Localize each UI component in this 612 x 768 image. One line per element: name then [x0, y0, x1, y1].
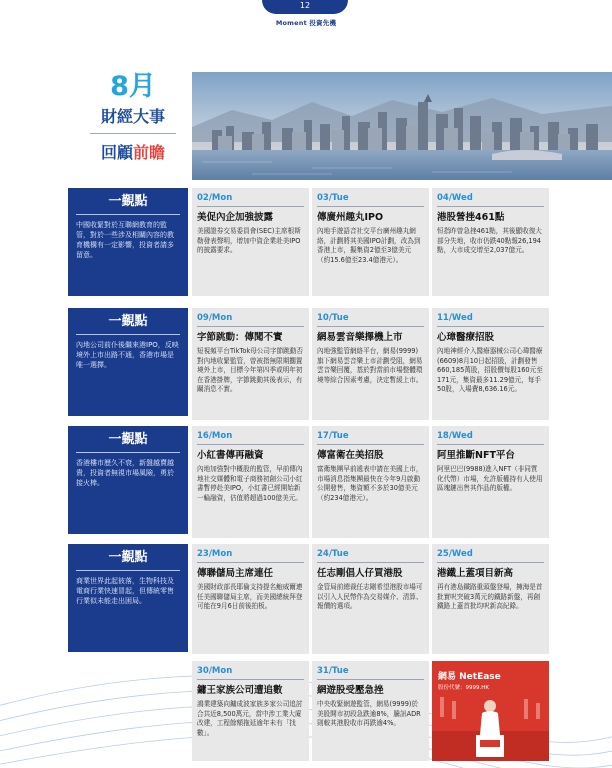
- event-body: 內地加強對中概股的監管，早前傳內地社交媒體和電子商務初創公司小紅書暫停赴美IPO，小紅書已經開始新一輪融資，估值將超過100億美元。: [197, 465, 303, 502]
- title-block: [78, 72, 188, 163]
- event-body: 短視頻平台TikTok母公司字節跳動否對內地收緊監管，曾被指無限期擱置境外上市，目標今年第四季或明年初在香港掛牌，字節跳動其後表示，有關消息不實。: [197, 347, 303, 394]
- event-title: 阿里推斷NFT平台: [437, 450, 515, 461]
- event-title: 心璋醫療招股: [437, 332, 495, 343]
- event-card: [192, 188, 309, 296]
- event-card: [192, 308, 309, 420]
- event-date: 17/Tue: [317, 430, 424, 445]
- event-date: 03/Tue: [317, 192, 424, 207]
- title-review: [78, 140, 188, 163]
- event-body: 再有港島鐵路重頭盤登場，擁海是首批實呎突破3萬元的鐵路新盤，再創鐵路上蓋首批均呎新高紀錄。: [437, 583, 543, 611]
- title-month: 8月: [110, 71, 156, 102]
- event-title: 網易雲音樂擇機上市: [317, 332, 403, 343]
- event-title: 美促內企加強披露: [197, 212, 274, 223]
- event-date: 24/Tue: [317, 548, 424, 563]
- sidebar-heading: 一覲點: [108, 194, 148, 209]
- event-card: [432, 308, 549, 420]
- event-date: 16/Mon: [197, 430, 304, 445]
- netease-stock-code: 股份代號：9999.HK: [438, 685, 489, 691]
- event-date: 09/Mon: [197, 312, 304, 327]
- event-body: 內地手遊語音社交平台廣州趣丸網絡，計劃將其美國IPO計劃，改為到香港上市，擬集資2億至3億美元（約15.6億至23.4億港元）。: [317, 227, 421, 264]
- event-date: 23/Mon: [197, 548, 304, 563]
- event-card: [312, 188, 429, 296]
- sidebar-heading: 一覲點: [108, 550, 148, 565]
- event-title: 港鐵上蓋項目新高: [437, 568, 514, 579]
- event-body: 中央收緊網遊監管，網易(9999)於美股開市初段急跌逾8%，騰訊ADR則較其港股收市再跌逾4%。: [317, 700, 421, 728]
- sidebar-divider: [76, 334, 180, 335]
- event-title: 傳聯儲局主席連任: [197, 568, 274, 579]
- event-title: 任志剛倡人仔買港股: [317, 568, 403, 579]
- event-date: 30/Mon: [197, 665, 304, 680]
- event-card: [312, 426, 429, 538]
- netease-logo: 網易 NetEase: [438, 672, 501, 682]
- sidebar-divider: [76, 570, 180, 571]
- netease-listing-photo: [432, 661, 549, 761]
- title-divider: [90, 133, 176, 134]
- event-title: 網遊股受壓急挫: [317, 685, 384, 696]
- event-date: 25/Wed: [437, 548, 544, 563]
- event-date: 31/Tue: [317, 665, 424, 680]
- event-date: 04/Wed: [437, 192, 544, 207]
- sidebar-heading: 一覲點: [108, 432, 148, 447]
- event-card: [432, 188, 549, 296]
- event-title: 港股營挫461點: [437, 212, 505, 223]
- event-body: 美國證券交易委員會(SEC)主席根斯勒發表聲明，增加中資企業赴美IPO的披露要求。: [197, 227, 301, 255]
- event-title: 小紅書傳再融資: [197, 450, 264, 461]
- event-title: 傳富衛在美招股: [317, 450, 384, 461]
- sidebar-insight-2: [68, 308, 188, 416]
- page-number: 12: [262, 0, 348, 14]
- event-card: [432, 544, 549, 654]
- event-body: 金管局前總裁任志剛希望港股市場可以引入人民幣作為交易媒介、清算、報價的選項。: [317, 583, 423, 611]
- sidebar-text: 香港樓市歷久不衰，新盤越賣越貴，投資者無視市場風險，勇於接火棒。: [76, 459, 174, 487]
- event-body: 內地神經介入醫療器械公司心瑋醫療(6609)8月10日起招股，計劃發售660,185萬股，招股價每股160元至171元，集資最多11.29億元，每手50股，入場費8,636.16元。: [437, 347, 543, 394]
- sidebar-heading: 一覲點: [108, 314, 148, 329]
- sidebar-insight-1: [68, 188, 188, 296]
- sidebar-text: 中國收緊對於互聯網教育的監管，對於一些涉及相關內容的教育機構有一定影響，投資者請多留意。: [76, 221, 174, 259]
- event-body: 富衛集團早前遞表申請在美國上市，市場消息指集團最快在今年9月啟動公開發售，集資額不多於30億美元（約234億港元）。: [317, 465, 423, 502]
- magazine-name: Moment 投資先機: [275, 19, 337, 27]
- event-date: 11/Wed: [437, 312, 544, 327]
- sidebar-divider: [76, 214, 180, 215]
- title-review-prefix: 回顧: [100, 143, 133, 162]
- city-skyline-photo: [192, 72, 612, 180]
- event-body: 恒指昨曾急挫461點，其後顯收復大部分失地，收市仍跌40點報26,194點，大市成交增至2,037億元。: [437, 227, 542, 255]
- title-review-highlight: 前瞻: [133, 143, 166, 162]
- sidebar-divider: [76, 452, 180, 453]
- event-card: [312, 308, 429, 420]
- title-subtitle: 財經大事: [100, 107, 165, 126]
- event-card: [312, 544, 429, 654]
- event-title: 鏞王家族公司遭追數: [197, 685, 283, 696]
- event-card: [432, 426, 549, 538]
- event-body: 鴻業建築向鏞成波家族多家公司追討合共近8,500萬元，當中涉工業大廈改建，工程餘額拖延逾年未有「找數」。: [197, 700, 303, 737]
- event-date: 18/Wed: [437, 430, 544, 445]
- event-card: [192, 426, 309, 538]
- event-body: 內地強監管網絡平台，網易(9999)旗下網易雲音樂上市計劃受阻，網易雲音樂回覆，基於對當前市場整體環境等綜合因素考慮，決定暫緩上市。: [317, 347, 423, 384]
- event-card: [192, 661, 309, 761]
- sidebar-text: 內地公司前仆後繼來港IPO，反映境外上市出路不通，香港市場是唯一選擇。: [76, 341, 179, 369]
- sidebar-text: 商業世界此起彼落，生物科技及電商行業快速冒起，但傳統零售行業似未能走出困局。: [76, 577, 174, 605]
- event-date: 02/Mon: [197, 192, 304, 207]
- event-card: [192, 544, 309, 654]
- sidebar-insight-4: [68, 544, 188, 652]
- event-card: [312, 661, 429, 761]
- event-body: 阿里巴巴(9988)進入NFT（非同質化代幣）市場，允許版權持有人使用區塊鏈出售其作品的版權。: [437, 465, 543, 493]
- sidebar-insight-3: [68, 426, 188, 534]
- event-title: 傳廣州趣丸IPO: [317, 212, 384, 223]
- event-date: 10/Tue: [317, 312, 424, 327]
- event-body: 美國財政部長耶倫支持提名鮑威爾連任美國聯儲局主席，而美國總統拜登可能在9月6日前後拍板。: [197, 583, 303, 611]
- event-title: 字節跳動：傳聞不實: [197, 332, 283, 343]
